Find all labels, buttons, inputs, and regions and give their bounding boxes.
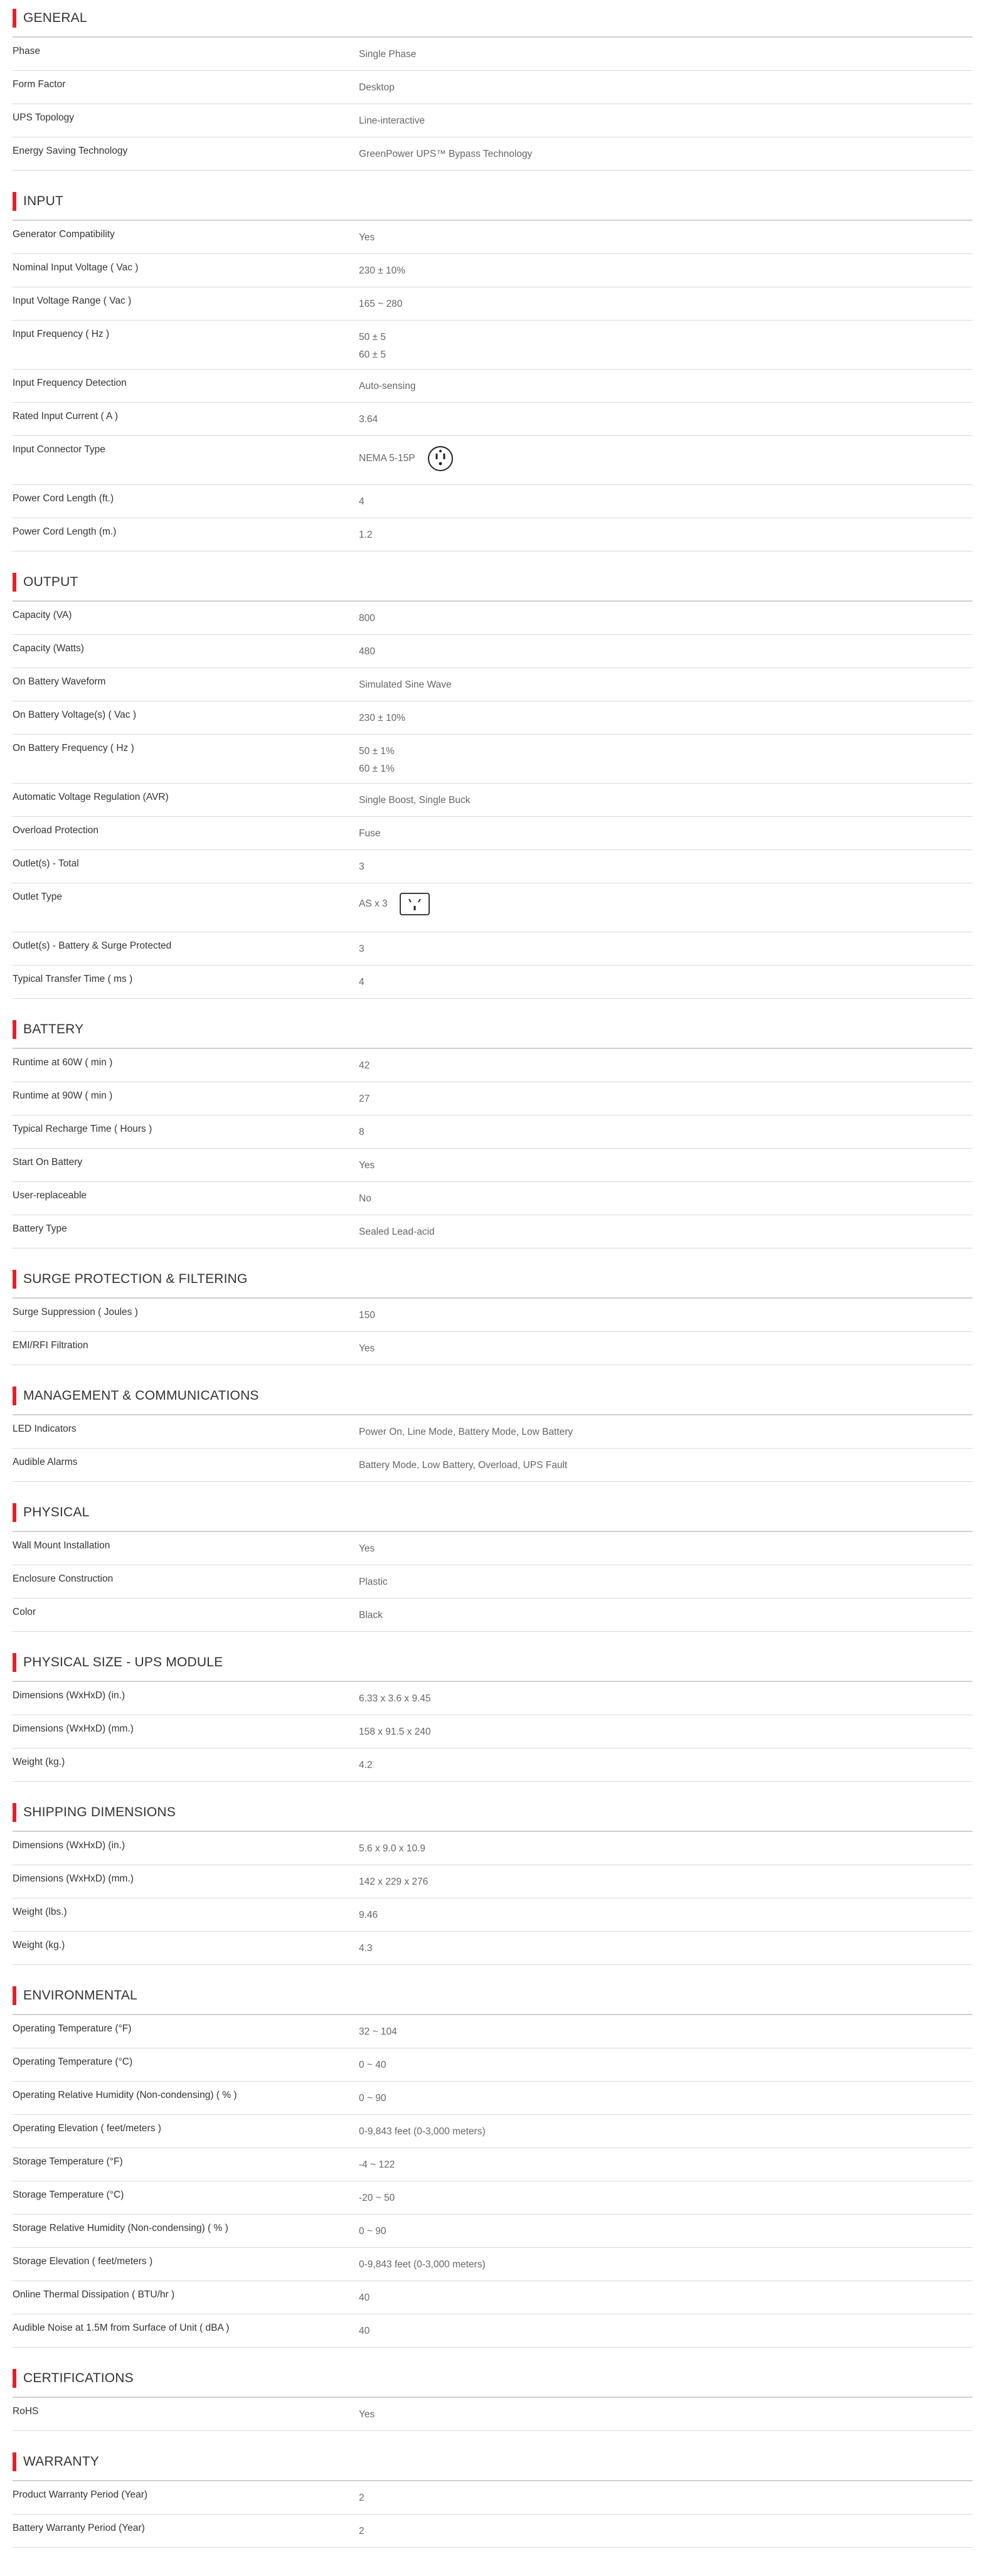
spec-label: User-replaceable <box>13 1190 87 1201</box>
spec-row <box>13 932 972 966</box>
spec-label: On Battery Waveform <box>13 676 106 687</box>
spec-value-line: 40 <box>359 2292 370 2303</box>
spec-value-line: 5.6 x 9.0 x 10.9 <box>359 1843 425 1854</box>
spec-value-line: 0 ~ 90 <box>359 2226 386 2237</box>
spec-section <box>13 171 972 551</box>
spec-value <box>359 1748 972 1781</box>
section-title: WARRANTY <box>23 2454 99 2469</box>
spec-label: Outlet(s) - Battery & Surge Protected <box>13 940 172 951</box>
spec-row <box>13 784 972 817</box>
value-with-icon <box>359 445 972 472</box>
spec-row <box>13 2181 972 2215</box>
spec-value-line: 0-9,843 feet (0-3,000 meters) <box>359 2126 486 2137</box>
spec-value <box>359 2398 972 2430</box>
spec-label: Outlet(s) - Total <box>13 858 79 869</box>
spec-value <box>359 370 972 402</box>
spec-row <box>13 2248 972 2281</box>
spec-value-text: AS x 3 <box>359 898 388 909</box>
spec-value-line: 3 <box>359 944 365 954</box>
spec-row <box>13 1865 972 1898</box>
spec-value <box>359 735 972 783</box>
spec-label: Weight (kg.) <box>13 1757 65 1767</box>
spec-value <box>359 485 972 518</box>
spec-label: RoHS <box>13 2406 39 2417</box>
section-accent-bar <box>13 1020 16 1039</box>
spec-value-line: 158 x 91.5 x 240 <box>359 1727 431 1737</box>
spec-value-line: Line-interactive <box>359 115 425 126</box>
spec-value <box>359 668 972 701</box>
section-header <box>13 1378 972 1415</box>
section-header <box>13 1644 972 1682</box>
spec-value <box>359 287 972 320</box>
spec-value-line: 142 x 229 x 276 <box>359 1876 429 1887</box>
spec-label: Storage Temperature (°C) <box>13 2190 124 2200</box>
spec-value <box>359 436 972 484</box>
section-gap <box>13 2431 972 2444</box>
section-title: INPUT <box>23 194 63 208</box>
section-accent-bar <box>13 9 16 28</box>
section-gap <box>13 171 972 183</box>
spec-row <box>13 2398 972 2431</box>
section-gap <box>13 999 972 1011</box>
spec-value <box>359 932 972 965</box>
spec-value <box>359 1599 972 1631</box>
spec-label: Automatic Voltage Regulation (AVR) <box>13 792 169 802</box>
spec-label: Operating Relative Humidity (Non-condensing) ( % ) <box>13 2090 237 2100</box>
spec-label: Capacity (Watts) <box>13 643 84 654</box>
spec-value-line: Yes <box>359 232 375 243</box>
spec-label: Power Cord Length (ft.) <box>13 493 114 504</box>
spec-value-line: Sealed Lead-acid <box>359 1227 435 1237</box>
spec-label: Typical Transfer Time ( ms ) <box>13 974 133 984</box>
section-header <box>13 0 972 38</box>
spec-value <box>359 1299 972 1331</box>
spec-row <box>13 1299 972 1332</box>
spec-value-line: 40 <box>359 2326 370 2336</box>
spec-value <box>359 1682 972 1715</box>
section-header <box>13 1494 972 1532</box>
spec-label: Power Cord Length (m.) <box>13 526 117 537</box>
spec-value <box>359 104 972 137</box>
spec-row <box>13 370 972 403</box>
spec-label: Storage Relative Humidity (Non-condensing) ( % ) <box>13 2223 228 2233</box>
spec-row <box>13 1449 972 1482</box>
spec-value <box>359 1082 972 1115</box>
spec-label: Phase <box>13 46 40 56</box>
spec-value-line: 165 ~ 280 <box>359 299 403 309</box>
spec-label: Operating Elevation ( feet/meters ) <box>13 2123 161 2134</box>
spec-value <box>359 1565 972 1598</box>
spec-value-line: 27 <box>359 1094 370 1104</box>
section-gap <box>13 1482 972 1494</box>
spec-section <box>13 0 972 171</box>
spec-section <box>13 1782 972 1965</box>
spec-value-line: Single Boost, Single Buck <box>359 795 471 806</box>
spec-section <box>13 2431 972 2548</box>
spec-value-line: 2 <box>359 2526 365 2536</box>
section-gap <box>13 1248 972 1261</box>
spec-value <box>359 2515 972 2547</box>
spec-value <box>359 321 972 369</box>
spec-value-line: 150 <box>359 1310 375 1321</box>
spec-row <box>13 287 972 321</box>
spec-value <box>359 2148 972 2181</box>
section-accent-bar <box>13 1803 16 1822</box>
spec-row <box>13 1149 972 1182</box>
spec-label: Battery Type <box>13 1223 67 1234</box>
spec-value <box>359 254 972 287</box>
section-accent-bar <box>13 1503 16 1522</box>
spec-row <box>13 1182 972 1215</box>
spec-value-line: 42 <box>359 1060 370 1071</box>
section-header <box>13 1794 972 1832</box>
spec-value <box>359 817 972 849</box>
spec-value <box>359 1215 972 1248</box>
spec-value <box>359 2082 972 2114</box>
spec-value <box>359 1715 972 1748</box>
spec-value <box>359 635 972 668</box>
spec-row <box>13 1715 972 1748</box>
spec-value <box>359 602 972 634</box>
spec-value-line: 32 ~ 104 <box>359 2026 397 2037</box>
spec-label: Start On Battery <box>13 1157 83 1168</box>
section-header <box>13 1261 972 1299</box>
spec-section <box>13 1482 972 1632</box>
spec-row <box>13 2015 972 2048</box>
spec-value <box>359 2481 972 2514</box>
spec-row <box>13 1415 972 1449</box>
spec-value-line: Plastic <box>359 1577 388 1587</box>
spec-value-line: No <box>359 1193 371 1204</box>
spec-value-line: Battery Mode, Low Battery, Overload, UPS Fault <box>359 1460 568 1471</box>
spec-row <box>13 1049 972 1082</box>
spec-row <box>13 1332 972 1365</box>
spec-value <box>359 1449 972 1481</box>
section-accent-bar <box>13 2369 16 2388</box>
spec-value-text: NEMA 5-15P <box>359 453 415 464</box>
spec-label: Input Voltage Range ( Vac ) <box>13 295 132 306</box>
spec-label: Runtime at 60W ( min ) <box>13 1057 113 1068</box>
spec-row <box>13 850 972 883</box>
section-title: PHYSICAL <box>23 1505 90 1520</box>
spec-value <box>359 883 972 932</box>
spec-value-line: GreenPower UPS™ Bypass Technology <box>359 149 533 159</box>
spec-label: LED Indicators <box>13 1424 77 1434</box>
spec-value-line: 60 ± 5 <box>359 349 386 360</box>
section-title: PHYSICAL SIZE - UPS MODULE <box>23 1655 223 1669</box>
spec-value-line: 230 ± 10% <box>359 265 406 276</box>
spec-value <box>359 2181 972 2214</box>
spec-label: Dimensions (WxHxD) (mm.) <box>13 1873 134 1884</box>
section-accent-bar <box>13 192 16 211</box>
section-accent-bar <box>13 1986 16 2005</box>
spec-row <box>13 436 972 485</box>
spec-label: EMI/RFI Filtration <box>13 1340 88 1351</box>
spec-label: Storage Elevation ( feet/meters ) <box>13 2256 153 2267</box>
spec-value-line: 0-9,843 feet (0-3,000 meters) <box>359 2259 486 2270</box>
spec-row <box>13 71 972 104</box>
spec-row <box>13 817 972 850</box>
spec-row <box>13 701 972 735</box>
spec-section <box>13 1248 972 1365</box>
spec-label: Weight (lbs.) <box>13 1907 67 1917</box>
section-header <box>13 2360 972 2398</box>
spec-row <box>13 735 972 784</box>
spec-value-line: Auto-sensing <box>359 381 416 391</box>
spec-section <box>13 1632 972 1782</box>
spec-label: Nominal Input Voltage ( Vac ) <box>13 262 139 273</box>
section-header <box>13 2444 972 2481</box>
spec-value-line: 9.46 <box>359 1910 378 1920</box>
section-header <box>13 564 972 602</box>
spec-row <box>13 2148 972 2181</box>
section-accent-bar <box>13 1270 16 1289</box>
spec-value-line: 50 ± 5 <box>359 332 386 343</box>
nema-plug-icon <box>427 445 454 472</box>
spec-label: Weight (kg.) <box>13 1940 65 1951</box>
spec-value-line: Single Phase <box>359 49 417 60</box>
spec-value <box>359 1049 972 1082</box>
spec-value-line: 0 ~ 90 <box>359 2093 386 2104</box>
spec-label: Product Warranty Period (Year) <box>13 2489 148 2500</box>
spec-row <box>13 485 972 518</box>
spec-value-line: Yes <box>359 1543 375 1554</box>
spec-value-line: 0 ~ 40 <box>359 2060 386 2070</box>
section-accent-bar <box>13 1653 16 1672</box>
spec-value <box>359 518 972 551</box>
spec-value-line: -4 ~ 122 <box>359 2159 395 2170</box>
section-title: MANAGEMENT & COMMUNICATIONS <box>23 1388 259 1403</box>
spec-row <box>13 2115 972 2148</box>
section-title: GENERAL <box>23 11 87 25</box>
section-title: CERTIFICATIONS <box>23 2371 134 2385</box>
spec-value-line: 480 <box>359 646 375 657</box>
spec-row <box>13 1898 972 1932</box>
spec-value <box>359 38 972 70</box>
spec-value-line: 4.3 <box>359 1943 373 1954</box>
spec-value <box>359 784 972 816</box>
spec-row <box>13 2481 972 2515</box>
spec-row <box>13 2515 972 2548</box>
spec-label: Rated Input Current ( A ) <box>13 411 119 422</box>
spec-row <box>13 2215 972 2248</box>
spec-row <box>13 1599 972 1632</box>
spec-label: Capacity (VA) <box>13 610 72 620</box>
spec-value <box>359 701 972 734</box>
section-gap <box>13 1965 972 1977</box>
spec-value <box>359 2015 972 2048</box>
spec-value <box>359 2048 972 2081</box>
spec-label: On Battery Voltage(s) ( Vac ) <box>13 710 136 720</box>
spec-label: Dimensions (WxHxD) (mm.) <box>13 1723 134 1734</box>
spec-label: Input Frequency Detection <box>13 378 127 388</box>
spec-row <box>13 1115 972 1149</box>
section-title: ENVIRONMENTAL <box>23 1988 137 2003</box>
spec-row <box>13 403 972 436</box>
section-title: SURGE PROTECTION & FILTERING <box>23 1272 248 1286</box>
spec-row <box>13 1532 972 1565</box>
spec-label: UPS Topology <box>13 112 74 123</box>
spec-value-line: 800 <box>359 613 375 624</box>
spec-row <box>13 1748 972 1782</box>
spec-row <box>13 883 972 932</box>
section-gap <box>13 1365 972 1378</box>
spec-label: Battery Warranty Period (Year) <box>13 2523 145 2533</box>
spec-value-line: Power On, Line Mode, Battery Mode, Low Battery <box>359 1427 573 1437</box>
spec-label: Color <box>13 1607 36 1617</box>
spec-label: Dimensions (WxHxD) (in.) <box>13 1840 125 1851</box>
spec-value <box>359 403 972 435</box>
spec-value-line: 2 <box>359 2493 365 2503</box>
spec-value <box>359 2115 972 2148</box>
spec-label: On Battery Frequency ( Hz ) <box>13 743 134 753</box>
spec-value-line: Simulated Sine Wave <box>359 679 452 690</box>
spec-label: Operating Temperature (°C) <box>13 2057 133 2067</box>
section-accent-bar <box>13 1386 16 1405</box>
spec-label: Operating Temperature (°F) <box>13 2023 132 2034</box>
spec-label: Input Connector Type <box>13 444 105 455</box>
spec-value-line: Desktop <box>359 82 395 93</box>
spec-row <box>13 602 972 635</box>
spec-value <box>359 1865 972 1898</box>
spec-label: Dimensions (WxHxD) (in.) <box>13 1690 125 1701</box>
section-gap <box>13 1632 972 1644</box>
spec-value-line: Yes <box>359 1160 375 1171</box>
spec-value-line: 230 ± 10% <box>359 713 406 723</box>
spec-section <box>13 1965 972 2348</box>
spec-value-line: Fuse <box>359 828 381 839</box>
spec-label: Generator Compatibility <box>13 229 115 240</box>
spec-value-line: 4 <box>359 496 365 507</box>
spec-row <box>13 254 972 287</box>
spec-value <box>359 966 972 998</box>
spec-row <box>13 966 972 999</box>
section-accent-bar <box>13 2452 16 2471</box>
spec-row <box>13 38 972 71</box>
as-outlet-icon <box>399 892 430 916</box>
spec-label: Storage Temperature (°F) <box>13 2156 123 2167</box>
section-accent-bar <box>13 573 16 592</box>
spec-row <box>13 1565 972 1599</box>
spec-label: Energy Saving Technology <box>13 146 128 156</box>
spec-label: Audible Alarms <box>13 1457 78 1467</box>
spec-row <box>13 1832 972 1865</box>
spec-value <box>359 850 972 883</box>
section-title: SHIPPING DIMENSIONS <box>23 1805 176 1819</box>
section-gap <box>13 2348 972 2360</box>
spec-value <box>359 2314 972 2347</box>
spec-row <box>13 104 972 137</box>
section-header <box>13 183 972 221</box>
spec-section <box>13 999 972 1248</box>
spec-value <box>359 2215 972 2247</box>
spec-row <box>13 1082 972 1115</box>
value-with-icon <box>359 892 972 916</box>
section-gap <box>13 551 972 564</box>
spec-value-line: Yes <box>359 2409 375 2420</box>
spec-value-line: 3 <box>359 861 365 872</box>
spec-row <box>13 221 972 254</box>
spec-value-line: 50 ± 1% <box>359 746 395 757</box>
spec-value-line: 4.2 <box>359 1760 373 1770</box>
spec-label: Audible Noise at 1.5M from Surface of Unit ( dBA ) <box>13 2323 230 2333</box>
spec-value <box>359 1332 972 1365</box>
spec-value-line: 1.2 <box>359 530 373 540</box>
spec-value <box>359 2281 972 2314</box>
spec-section <box>13 551 972 999</box>
spec-row <box>13 668 972 701</box>
spec-value-line: 8 <box>359 1127 365 1137</box>
spec-label: Form Factor <box>13 79 66 90</box>
spec-value-line: Black <box>359 1610 383 1621</box>
spec-row <box>13 2314 972 2348</box>
spec-value-line: Yes <box>359 1343 375 1354</box>
spec-label: Online Thermal Dissipation ( BTU/hr ) <box>13 2289 175 2300</box>
spec-value <box>359 1182 972 1215</box>
spec-row <box>13 635 972 668</box>
spec-value <box>359 1932 972 1964</box>
spec-value <box>359 137 972 170</box>
spec-label: Enclosure Construction <box>13 1573 114 1584</box>
spec-section <box>13 1365 972 1482</box>
spec-label: Surge Suppression ( Joules ) <box>13 1307 138 1317</box>
spec-value <box>359 1532 972 1565</box>
spec-row <box>13 2281 972 2314</box>
spec-value <box>359 1115 972 1148</box>
spec-value <box>359 2248 972 2281</box>
spec-row <box>13 1932 972 1965</box>
spec-row <box>13 518 972 551</box>
spec-value <box>359 1415 972 1448</box>
section-title: BATTERY <box>23 1022 84 1036</box>
section-gap <box>13 1782 972 1794</box>
section-title: OUTPUT <box>23 575 78 589</box>
spec-row <box>13 137 972 171</box>
spec-label: Input Frequency ( Hz ) <box>13 329 110 339</box>
spec-row <box>13 1215 972 1248</box>
spec-value-line: -20 ~ 50 <box>359 2193 395 2203</box>
spec-label: Outlet Type <box>13 891 62 902</box>
spec-row <box>13 1682 972 1715</box>
spec-value <box>359 221 972 253</box>
spec-value-line: 4 <box>359 977 365 987</box>
spec-value <box>359 1149 972 1181</box>
spec-label: Typical Recharge Time ( Hours ) <box>13 1124 152 1134</box>
spec-value-line: 3.64 <box>359 414 378 425</box>
spec-row <box>13 2048 972 2082</box>
spec-value-line: 60 ± 1% <box>359 764 395 774</box>
spec-row <box>13 321 972 370</box>
spec-value-line: 6.33 x 3.6 x 9.45 <box>359 1693 431 1704</box>
spec-value <box>359 1832 972 1865</box>
spec-label: Overload Protection <box>13 825 98 836</box>
spec-label: Wall Mount Installation <box>13 1540 110 1551</box>
spec-value <box>359 1898 972 1931</box>
spec-label: Runtime at 90W ( min ) <box>13 1090 113 1101</box>
section-header <box>13 1977 972 2015</box>
spec-value <box>359 71 972 104</box>
spec-row <box>13 2082 972 2115</box>
section-header <box>13 1011 972 1049</box>
spec-section <box>13 2348 972 2431</box>
